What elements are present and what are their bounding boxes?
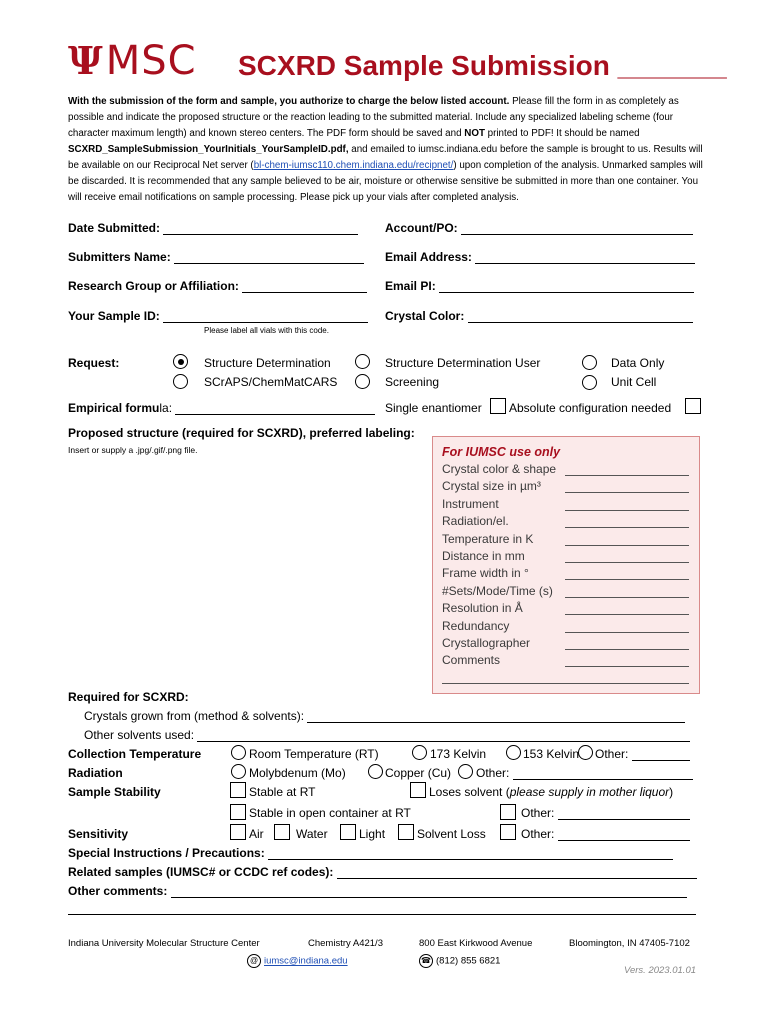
water-checkbox[interactable] (274, 824, 290, 840)
loses-solvent-checkbox[interactable] (410, 782, 426, 798)
copper-label: Copper (Cu) (385, 766, 452, 780)
iumsc-box-title: For IUMSC use only (442, 445, 561, 459)
radio-radiation-other[interactable] (458, 764, 473, 779)
request-opt-structure-user: Structure Determination User (385, 356, 541, 370)
collection-temp-label: Collection Temperature (68, 747, 202, 761)
k153-label: 153 Kelvin (523, 747, 580, 761)
single-enantiomer-checkbox[interactable] (490, 398, 506, 414)
account-po-label: Account/PO: (385, 221, 693, 235)
request-opt-unit-cell: Unit Cell (611, 375, 657, 389)
molybdenum-label: Molybdenum (Mo) (249, 766, 346, 780)
radio-data-only[interactable] (582, 355, 597, 370)
sample-id-field[interactable] (163, 311, 368, 323)
special-instructions-label: Special Instructions / Precautions: (68, 846, 673, 860)
light-label: Light (359, 827, 386, 841)
phone-icon: ☎ (419, 954, 433, 968)
request-opt-screening: Screening (385, 375, 440, 389)
email-address-label: Email Address: (385, 250, 695, 264)
iumsc-row-label: Instrument (442, 496, 499, 511)
sample-id-label: Your Sample ID: (68, 309, 368, 323)
radio-unit-cell[interactable] (582, 375, 597, 390)
radio-room-temp[interactable] (231, 745, 246, 760)
iumsc-row-label: Crystal color & shape (442, 462, 557, 476)
other-comments-field[interactable] (171, 886, 687, 898)
intro-paragraph: With the submission of the form and sample, you authorize to charge the below listed account. Please fill the form in as completely as possible and indicate the proposed structure or the reaction leading to the submitted material. Include any specialized labeling scheme (four character maximum length) and known stereo centers. The PDF form should be saved and NOT printed to PDF! It should be named SCXRD_SampleSubmission_YourInitials_YourSampleID.pdf, and emailed to iumsc.indiana.edu before the sample is brought to us. Results will be available on our Reciprocal Net server (bl-chem-iumsc110.chem.indiana.edu/recipnet/) upon completion of the analysis. Unmarked samples will be discarded. It is recommended that any sample believed to be air, moisture or otherwise sensitive be submitted in more than one container. You will receive email notifications on sample processing. Please pick up your vials after completed analysis. (68, 96, 703, 203)
iumsc-row-field[interactable] (565, 632, 689, 633)
iumsc-use-only-box (432, 436, 700, 694)
sensitivity-other-label: Other: (521, 827, 690, 841)
footer-city: Bloomington, IN 47405-7102 (569, 938, 690, 949)
stable-open-label: Stable in open container at RT (249, 806, 411, 820)
request-opt-data-only: Data Only (611, 356, 665, 370)
radio-structure-user[interactable] (355, 354, 370, 369)
radio-temp-other[interactable] (578, 745, 593, 760)
solvent-loss-checkbox[interactable] (398, 824, 414, 840)
iumsc-row-label: Comments (442, 653, 501, 668)
room-temp-label: Room Temperature (RT) (249, 747, 379, 761)
required-label: Required for SCXRD: (68, 690, 189, 704)
email-pi-field[interactable] (439, 281, 694, 293)
structure-image-area[interactable] (68, 460, 423, 685)
footer-org: Indiana University Molecular Structure Center (68, 938, 260, 949)
other-solvents-label: Other solvents used: (84, 728, 690, 742)
sample-stability-label: Sample Stability (68, 785, 161, 799)
iumsc-row-label: Radiation/el. (442, 514, 509, 529)
stability-other-field[interactable] (558, 808, 690, 820)
radiation-other-field[interactable] (513, 768, 693, 780)
footer-address: 800 East Kirkwood Avenue (419, 938, 533, 949)
footer-phone: ☎ (812) 855 6821 (419, 954, 500, 968)
label-note: Please label all vials with this code. (204, 326, 329, 335)
stability-other-label: Other: (521, 806, 690, 820)
proposed-structure-label: Proposed structure (required for SCXRD), preferred labeling: (68, 426, 415, 440)
research-group-label: Research Group or Affiliation: (68, 279, 367, 293)
single-enantiomer-label: Single enantiomer (385, 401, 482, 415)
logo-text: MSC (105, 38, 197, 84)
iumsc-row-label: Distance in mm (442, 549, 525, 563)
iumsc-row-field[interactable] (565, 545, 689, 546)
iumsc-row-label: Temperature in K (442, 531, 534, 546)
email-pi-label: Email PI: (385, 279, 694, 293)
sensitivity-other-checkbox[interactable] (500, 824, 516, 840)
email-icon: @ (247, 954, 261, 968)
crystals-grown-label: Crystals grown from (method & solvents): (84, 709, 685, 723)
trident-icon: Ψ (68, 38, 104, 83)
stable-open-checkbox[interactable] (230, 804, 246, 820)
request-label: Request: (68, 356, 120, 370)
crystal-color-field[interactable] (468, 311, 693, 323)
other-comments-line-2[interactable] (68, 914, 696, 915)
iumsc-row-field[interactable] (565, 492, 689, 493)
loses-solvent-label: Loses solvent (please supply in mother liquor) (429, 785, 674, 799)
date-submitted-label: Date Submitted: (68, 221, 358, 235)
crystal-color-label: Crystal Color: (385, 309, 693, 323)
related-samples-label: Related samples (IUMSC# or CCDC ref codes): (68, 865, 697, 879)
submitters-name-field[interactable] (174, 252, 364, 264)
iumsc-row-field[interactable] (565, 562, 689, 563)
temp-other-field[interactable] (632, 749, 690, 761)
iumsc-row-label: Redundancy (442, 618, 510, 633)
iumsc-row-field[interactable] (565, 666, 689, 667)
iumsc-row-field[interactable] (565, 510, 689, 511)
water-label: Water (296, 827, 328, 841)
empirical-formula-label: Empirical formula: (68, 401, 375, 415)
iumsc-row-label: #Sets/Mode/Time (s) (442, 583, 553, 598)
iumsc-comments-line[interactable] (442, 683, 689, 684)
request-opt-structure-determination: Structure Determination (204, 356, 331, 370)
footer-room: Chemistry A421/3 (308, 938, 383, 949)
iumsc-row-label: Resolution in Å (442, 601, 523, 616)
iumsc-logo (68, 38, 197, 84)
sensitivity-other-field[interactable] (558, 829, 690, 841)
stable-rt-checkbox[interactable] (230, 782, 246, 798)
iumsc-row-field[interactable] (565, 579, 689, 580)
date-submitted-field[interactable] (163, 223, 358, 235)
absolute-config-checkbox[interactable] (685, 398, 701, 414)
crystals-grown-field[interactable] (307, 711, 685, 723)
radiation-label: Radiation (68, 766, 123, 780)
radiation-other-label: Other: (476, 766, 693, 780)
submitters-name-label: Submitters Name: (68, 250, 364, 264)
request-opt-scraps: SCrAPS/ChemMatCARS (204, 375, 338, 389)
radio-copper[interactable] (368, 764, 383, 779)
iumsc-row-label: Crystal size in µm³ (442, 479, 541, 494)
footer-email-link[interactable]: iumsc@indiana.edu (264, 955, 348, 967)
light-checkbox[interactable] (340, 824, 356, 840)
air-label: Air (249, 827, 264, 841)
solvent-loss-label: Solvent Loss (417, 827, 486, 841)
related-samples-field[interactable] (337, 867, 697, 879)
radio-173k[interactable] (412, 745, 427, 760)
radio-molybdenum[interactable] (231, 764, 246, 779)
iumsc-row-field[interactable] (565, 527, 689, 528)
radio-153k[interactable] (506, 745, 521, 760)
empirical-formula-field[interactable] (175, 403, 375, 415)
other-solvents-field[interactable] (197, 730, 690, 742)
other-comments-label: Other comments: (68, 884, 687, 898)
research-group-field[interactable] (242, 281, 367, 293)
absolute-config-label: Absolute configuration needed (509, 401, 672, 415)
air-checkbox[interactable] (230, 824, 246, 840)
stable-rt-label: Stable at RT (249, 785, 316, 799)
email-address-field[interactable] (475, 252, 695, 264)
k173-label: 173 Kelvin (430, 747, 487, 761)
iumsc-row-field[interactable] (565, 649, 689, 650)
temp-other-label: Other: (595, 747, 690, 761)
radio-structure-determination[interactable] (173, 354, 188, 369)
version-label: Vers. 2023.01.01 (624, 965, 697, 976)
iumsc-row-field[interactable] (565, 475, 689, 476)
sensitivity-label: Sensitivity (68, 827, 129, 841)
stability-other-checkbox[interactable] (500, 804, 516, 820)
iumsc-row-label: Crystallographer (442, 636, 531, 650)
iumsc-row-field[interactable] (565, 614, 689, 615)
proposed-structure-note: Insert or supply a .jpg/.gif/.png file. (68, 445, 198, 455)
account-po-field[interactable] (461, 223, 693, 235)
special-instructions-field[interactable] (268, 848, 673, 860)
radio-scraps[interactable] (173, 374, 188, 389)
radio-screening[interactable] (355, 374, 370, 389)
iumsc-row-label: Frame width in ° (442, 566, 529, 581)
iumsc-row-field[interactable] (565, 597, 689, 598)
recipnet-link[interactable]: bl-chem-iumsc110.chem.indiana.edu/recipnet/ (253, 160, 454, 171)
footer-email (247, 954, 348, 968)
page-title: SCXRD Sample Submission _______ (238, 50, 727, 81)
